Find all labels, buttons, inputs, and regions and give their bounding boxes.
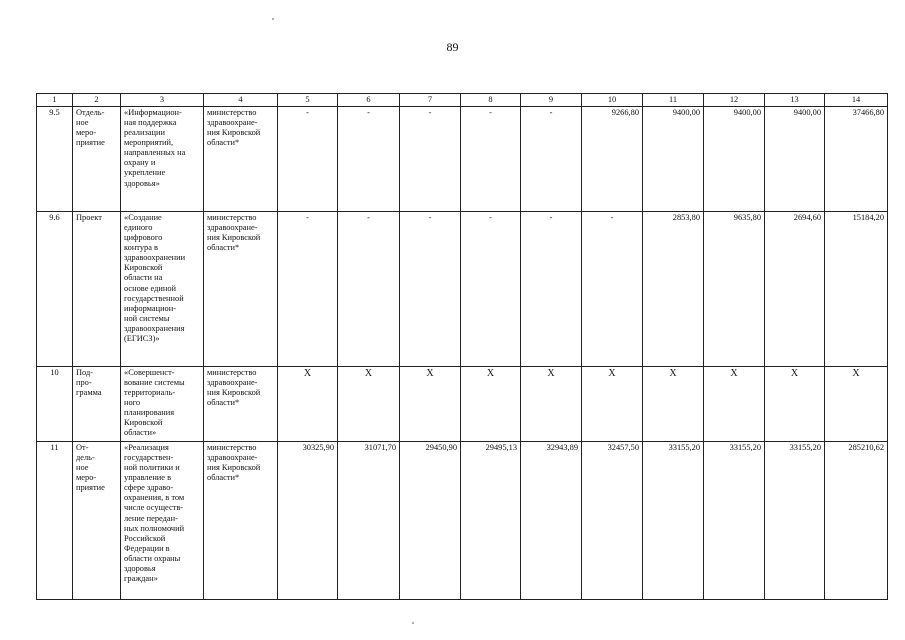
column-header: 10 xyxy=(582,94,643,107)
row-name: «Реализация государствен- ной политики и управление в сфере здраво- охранения, в том числе осуществ- ление передан- ных полномочий Российской Федерации в области охраны здоровья граждан» xyxy=(121,442,204,600)
row-number: 11 xyxy=(37,442,73,600)
value-cell: - xyxy=(582,212,643,367)
value-cell: X xyxy=(582,367,643,442)
value-cell: 33155,20 xyxy=(765,442,825,600)
value-cell: - xyxy=(521,212,582,367)
value-cell: 29495,13 xyxy=(461,442,521,600)
column-header: 13 xyxy=(765,94,825,107)
value-cell: - xyxy=(338,107,400,212)
value-cell: X xyxy=(765,367,825,442)
row-executor: министерство здравоохране- ния Кировской области* xyxy=(204,442,278,600)
row-name: «Информацион- ная поддержка реализации мероприятий, направленных на охрану и укрепление здоровья» xyxy=(121,107,204,212)
row-number: 9.6 xyxy=(37,212,73,367)
value-cell: X xyxy=(704,367,765,442)
row-name: «Совершенст- вование системы территориаль- ного планирования Кировской области» xyxy=(121,367,204,442)
value-cell: - xyxy=(521,107,582,212)
value-cell: X xyxy=(643,367,704,442)
value-cell: - xyxy=(338,212,400,367)
column-header: 14 xyxy=(825,94,888,107)
row-number: 10 xyxy=(37,367,73,442)
column-header: 12 xyxy=(704,94,765,107)
table-row xyxy=(37,367,888,442)
value-cell: X xyxy=(338,367,400,442)
value-cell: - xyxy=(400,212,461,367)
column-header: 7 xyxy=(400,94,461,107)
value-cell: 2694,60 xyxy=(765,212,825,367)
value-cell: 33155,20 xyxy=(704,442,765,600)
scan-speck xyxy=(272,18,274,20)
value-cell: X xyxy=(278,367,338,442)
row-type: Отдель- ное меро- приятие xyxy=(73,107,121,212)
row-number: 9.5 xyxy=(37,107,73,212)
value-cell: - xyxy=(461,107,521,212)
column-header: 6 xyxy=(338,94,400,107)
value-cell: 29450,90 xyxy=(400,442,461,600)
value-cell: 33155,20 xyxy=(643,442,704,600)
row-executor: министерство здравоохране- ния Кировской области* xyxy=(204,107,278,212)
value-cell: 15184,20 xyxy=(825,212,888,367)
value-cell: 37466,80 xyxy=(825,107,888,212)
row-type: От- дель- ное меро- приятие xyxy=(73,442,121,600)
value-cell: - xyxy=(278,107,338,212)
value-cell: 9400,00 xyxy=(765,107,825,212)
value-cell: 9400,00 xyxy=(704,107,765,212)
row-type: Под- про- грамма xyxy=(73,367,121,442)
column-header: 3 xyxy=(121,94,204,107)
column-header: 8 xyxy=(461,94,521,107)
value-cell: - xyxy=(278,212,338,367)
value-cell: 31071,70 xyxy=(338,442,400,600)
value-cell: X xyxy=(521,367,582,442)
header-row xyxy=(37,94,888,107)
value-cell: X xyxy=(825,367,888,442)
column-header: 11 xyxy=(643,94,704,107)
row-name: «Создание единого цифрового контура в здравоохранении Кировской области на основе единой государственной информацион- ной системы здравоохранения (ЕГИСЗ)» xyxy=(121,212,204,367)
value-cell: - xyxy=(400,107,461,212)
value-cell: 2853,80 xyxy=(643,212,704,367)
value-cell: 32457,50 xyxy=(582,442,643,600)
row-type: Проект xyxy=(73,212,121,367)
scan-speck xyxy=(412,622,414,624)
column-header: 2 xyxy=(73,94,121,107)
column-header: 5 xyxy=(278,94,338,107)
value-cell: 32943,89 xyxy=(521,442,582,600)
value-cell: - xyxy=(461,212,521,367)
budget-table xyxy=(36,93,888,600)
column-header: 9 xyxy=(521,94,582,107)
value-cell: X xyxy=(461,367,521,442)
value-cell: 30325,90 xyxy=(278,442,338,600)
value-cell: 285210,62 xyxy=(825,442,888,600)
value-cell: 9400,00 xyxy=(643,107,704,212)
table-row xyxy=(37,107,888,212)
table-row xyxy=(37,442,888,600)
value-cell: 9266,80 xyxy=(582,107,643,212)
row-executor: министерство здравоохране- ния Кировской области* xyxy=(204,212,278,367)
value-cell: X xyxy=(400,367,461,442)
page-number: 89 xyxy=(446,40,459,54)
value-cell: 9635,80 xyxy=(704,212,765,367)
row-executor: министерство здравоохране- ния Кировской области* xyxy=(204,367,278,442)
column-header: 4 xyxy=(204,94,278,107)
table-row xyxy=(37,212,888,367)
column-header: 1 xyxy=(37,94,73,107)
